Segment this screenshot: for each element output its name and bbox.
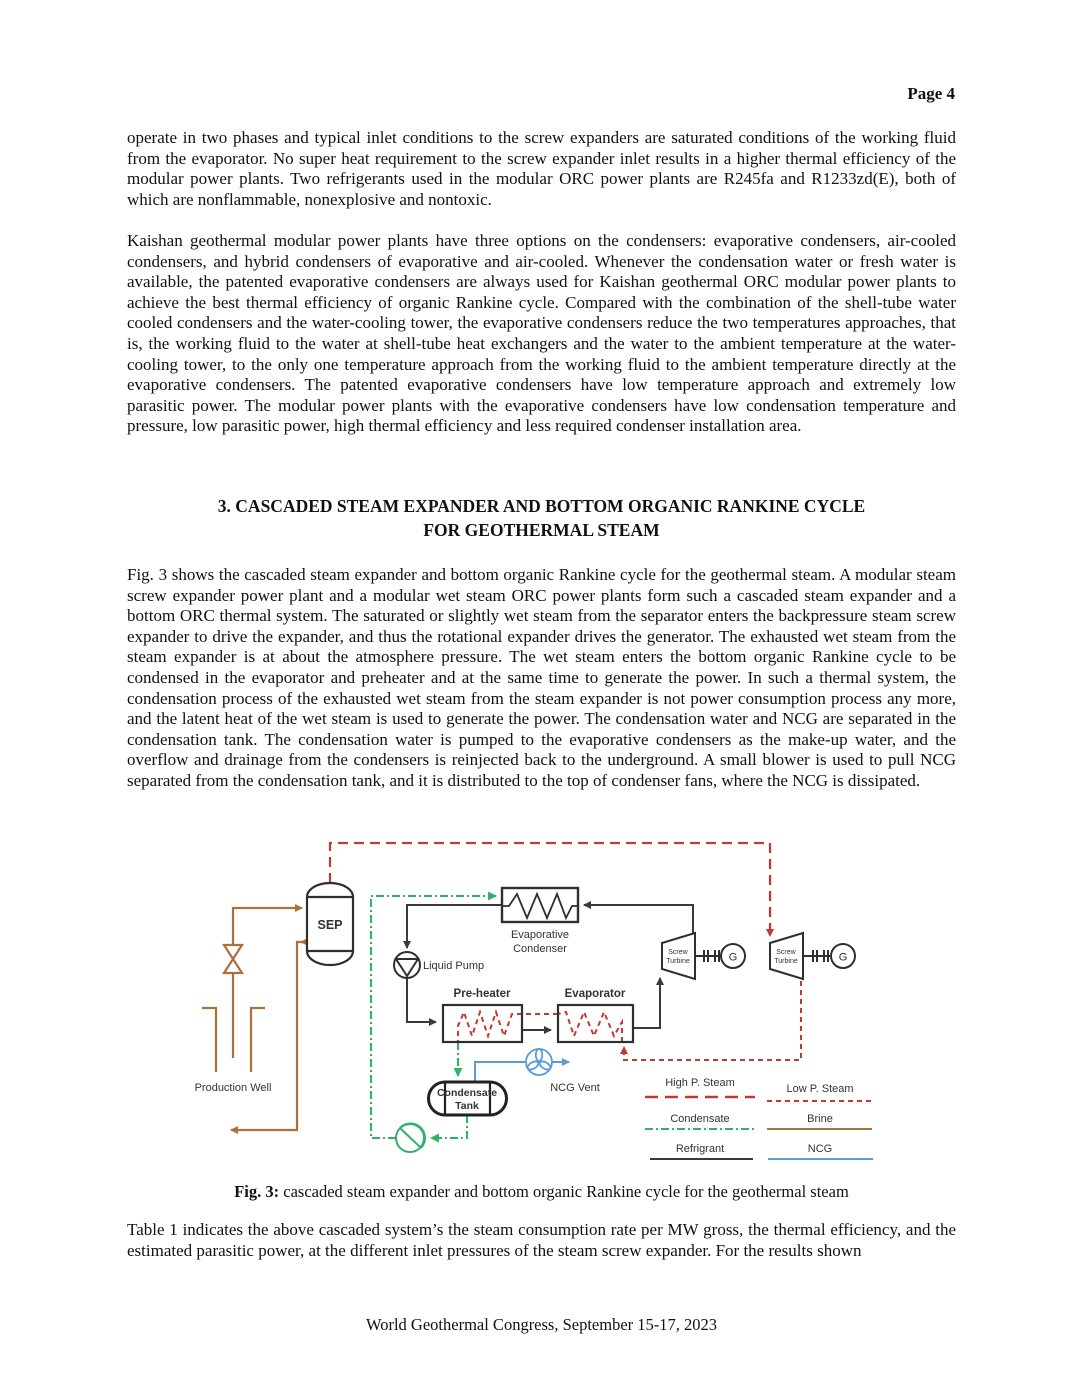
generator-shaft (803, 950, 831, 962)
separator-label: SEP (317, 918, 343, 932)
figure-legend (645, 1077, 873, 1159)
pre-heater-label: Pre-heater (453, 988, 511, 1000)
paragraph-4: Table 1 indicates the above cascaded system’s the steam consumption rate per MW gross, the thermal efficiency, and the estimated parasitic power, at the different inlet pressures of the steam screw expander. For the results shown (127, 1220, 956, 1260)
generator-shaft (695, 950, 721, 962)
paragraph-3: Fig. 3 shows the cascaded steam expander and bottom organic Rankine cycle for the geothermal steam. A modular steam screw expander power plant and a modular wet steam ORC power plants form such a cascaded steam expander and a bottom ORC thermal system. The saturated or slightly wet steam from the separator enters the backpressure steam screw expander to drive the expander, and thus the rotational expander drives the generator. The exhausted wet steam from the steam expander is at about the atmosphere pressure. The wet steam enters the bottom organic Rankine cycle to be condensed in the evaporator and preheater and at the same time to generate the power. In such a thermal system, the condensation process of the exhausted wet steam from the steam expander is not power consumption process any more, and the latent heat of the wet steam is used to generate the power. The condensation water and NCG are separated in the condensation tank. The condensation water is pumped to the evaporative condensers as the make-up water, and the overflow and drainage from the condensers is reinjected back to the underground. A small blower is used to pull NCG separated from the condensation tank, and it is distributed to the top of condenser fans, where the NCG is dissipated. (127, 565, 956, 790)
production-well-casing (251, 1008, 265, 1072)
legend-high-p-steam-label: High P. Steam (665, 1077, 735, 1089)
evaporative-condenser (502, 888, 578, 922)
production-well-casing (202, 1008, 216, 1072)
section-heading-line2: FOR GEOTHERMAL STEAM (423, 519, 660, 540)
paragraph-2: Kaishan geothermal modular power plants have three options on the condensers: evaporative condensers, air-cooled condensers, and hybrid condensers of evaporative and air-cooled. Whenever the condensation water or fresh water is available, the patented evaporative condensers are always used for Kaishan geothermal ORC modular power plants to achieve the best thermal efficiency of organic Rankine cycle. Compared with the combination of the shell-tube water cooled condensers and the water-cooling tower, the evaporative condensers reduce the two temperatures approaches, that is, the working fluid to the water at shell-tube heat exchangers and the water to the ambient temperature at the water-cooling tower, to the only one temperature approach from the working fluid to the ambient temperature directly at the evaporative condensers. The patented evaporative condensers have low temperature approach and extremely low parasitic power. The modular power plants with the evaporative condensers have low condensation temperature and pressure, low parasitic power, high thermal efficiency and less required condenser installation area. (127, 231, 956, 436)
evaporator-label: Evaporator (564, 988, 626, 1000)
condensate-pump-icon (396, 1124, 425, 1153)
wellhead-valve-icon (224, 959, 242, 973)
screw-turbine-orc (662, 933, 695, 979)
legend-low-p-steam-label: Low P. Steam (786, 1083, 854, 1095)
screw-turbine-steam (770, 933, 803, 979)
evaporative-condenser-label: Evaporative (510, 929, 570, 941)
brine-outlet-pipe (231, 942, 307, 1130)
legend-refrigerant-label: Refrigrant (675, 1143, 725, 1155)
figure-caption (127, 1182, 956, 1202)
screw-turbine-label: Turbine (774, 958, 798, 965)
ncg-vent-fan-icon (526, 1049, 552, 1075)
legend-brine-label: Brine (807, 1113, 833, 1125)
figure-caption-label: Fig. 3: (234, 1182, 280, 1201)
generator-label: G (838, 951, 848, 964)
section-heading (127, 495, 956, 542)
production-well-label: Production Well (194, 1082, 272, 1094)
liquid-pump-label: Liquid Pump (423, 960, 485, 972)
wellhead-valve-icon (224, 945, 242, 959)
generator-label: G (728, 951, 738, 964)
ncg-vent-label: NCG Vent (550, 1082, 600, 1094)
ncg-lines (475, 1062, 569, 1082)
figure-caption-text: cascaded steam expander and bottom organic Rankine cycle for the geothermal steam (279, 1182, 849, 1201)
evaporative-condenser-label: Condenser (513, 943, 567, 955)
legend-ncg-label: NCG (807, 1143, 833, 1155)
figure-3-diagram (140, 833, 960, 1183)
pre-heater (443, 1005, 522, 1042)
section-heading-line1: 3. CASCADED STEAM EXPANDER AND BOTTOM ORGANIC RANKINE CYCLE (217, 496, 866, 516)
condensate-tank-label: Condensate (436, 1087, 498, 1099)
paragraph-1: operate in two phases and typical inlet conditions to the screw expanders are saturated conditions of the working fluid from the evaporator. No super heat requirement to the screw expander inlet results in a higher thermal efficiency of the modular power plants. Two refrigerants used in the modular ORC power plants are R245fa and R1233zd(E), both of which are nonflammable, nonexplosive and nontoxic. (127, 128, 956, 209)
page-footer: World Geothermal Congress, September 15-17, 2023 (365, 1315, 718, 1334)
brine-lines (202, 908, 307, 1130)
screw-turbine-label: Screw (776, 949, 796, 956)
legend-condensate-label: Condensate (670, 1113, 730, 1125)
brine-inlet-pipe (233, 908, 302, 945)
screw-turbine-label: Screw (668, 949, 688, 956)
screw-turbine-label: Turbine (666, 958, 690, 965)
liquid-pump-icon (394, 952, 420, 978)
page-number: Page 4 (907, 84, 955, 103)
condensate-tank-label: Tank (455, 1100, 479, 1112)
